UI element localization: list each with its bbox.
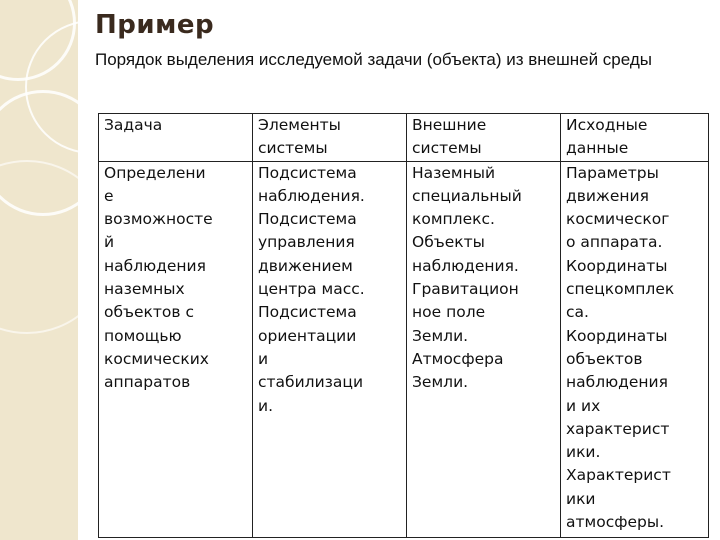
cell-text-line: ное поле [412, 303, 486, 322]
cell-text-line: космических [104, 349, 209, 368]
cell-text-line: Подсистема [258, 163, 357, 182]
cell-text-line: Внешние [412, 116, 487, 134]
cell-text-line: объектов с [104, 303, 194, 322]
cell-text-line: помощью [104, 326, 182, 345]
cell-text-line: движением [258, 256, 353, 275]
cell-text-line: Подсистема [258, 303, 357, 322]
cell-text-line: Задача [104, 116, 163, 134]
cell-text-line: ики [566, 489, 596, 508]
cell-elements [253, 161, 407, 537]
cell-text-line: наблюдения. [258, 186, 365, 205]
cell-text-line: Объекты [412, 233, 485, 252]
cell-text-line: центра масс. [258, 280, 365, 299]
cell-text-line: и. [258, 396, 274, 415]
cell-text-line: системы [412, 139, 482, 158]
cell-text-line: аппаратов [104, 373, 191, 392]
cell-text-line: й [104, 233, 115, 252]
cell-text-line: Исходные [566, 116, 648, 134]
cell-input-data [561, 161, 709, 537]
header-cell-task [99, 114, 253, 162]
cell-text-line: Подсистема [258, 210, 357, 229]
cell-text-line: и [258, 349, 269, 368]
header-cell-elements [253, 114, 407, 162]
cell-text-line: данные [566, 139, 629, 158]
cell-text-line: наблюдения. [412, 256, 519, 275]
cell-text-line: управления [258, 233, 355, 252]
cell-text-line: космическог [566, 210, 670, 229]
cell-text-line: Наземный [412, 163, 496, 182]
cell-text-line: Элементы [258, 116, 341, 134]
cell-text-line: стабилизаци [258, 373, 364, 392]
cell-text-line: о аппарата. [566, 233, 663, 252]
table-header-row [99, 114, 709, 162]
cell-text-line: са. [566, 303, 589, 322]
cell-text-line: системы [258, 139, 328, 158]
cell-text-line: Координаты [566, 256, 668, 275]
cell-text-line: Координаты [566, 326, 668, 345]
cell-task [99, 161, 253, 537]
cell-text-line: возможносте [104, 210, 213, 229]
cell-text-line: ики. [566, 443, 601, 462]
cell-text-line: атмосферы. [566, 513, 665, 532]
cell-text-line: наземных [104, 280, 185, 299]
cell-text-line: Земли. [412, 326, 469, 345]
cell-text-line: ориентации [258, 326, 357, 345]
cell-text-line: Земли. [412, 373, 469, 392]
cell-text-line: Параметры [566, 163, 659, 182]
slide-subtitle: Порядок выделения исследуемой задачи (объекта) из внешней среды [95, 50, 652, 69]
header-cell-input-data [561, 114, 709, 162]
cell-text-line: специальный [412, 186, 522, 205]
cell-text-line: движения [566, 186, 649, 205]
data-table [98, 113, 709, 538]
cell-text-line: наблюдения [566, 373, 668, 392]
cell-text-line: спецкомплек [566, 280, 675, 299]
cell-text-line: Атмосфера [412, 349, 504, 368]
cell-text-line: Определени [104, 163, 206, 182]
cell-text-line: Характерист [566, 466, 671, 485]
cell-text-line: е [104, 186, 114, 205]
cell-text-line: Гравитацион [412, 280, 519, 299]
decorative-side-band [0, 0, 78, 540]
slide-title: Пример [95, 10, 215, 40]
cell-text-line: объектов [566, 349, 643, 368]
cell-text-line: характерист [566, 419, 670, 438]
cell-text-line: и их [566, 396, 601, 415]
cell-text-line: наблюдения [104, 256, 206, 275]
cell-text-line: комплекс. [412, 210, 495, 229]
decorative-circle [0, 160, 114, 334]
cell-external [407, 161, 561, 537]
table-row [99, 161, 709, 537]
header-cell-external [407, 114, 561, 162]
